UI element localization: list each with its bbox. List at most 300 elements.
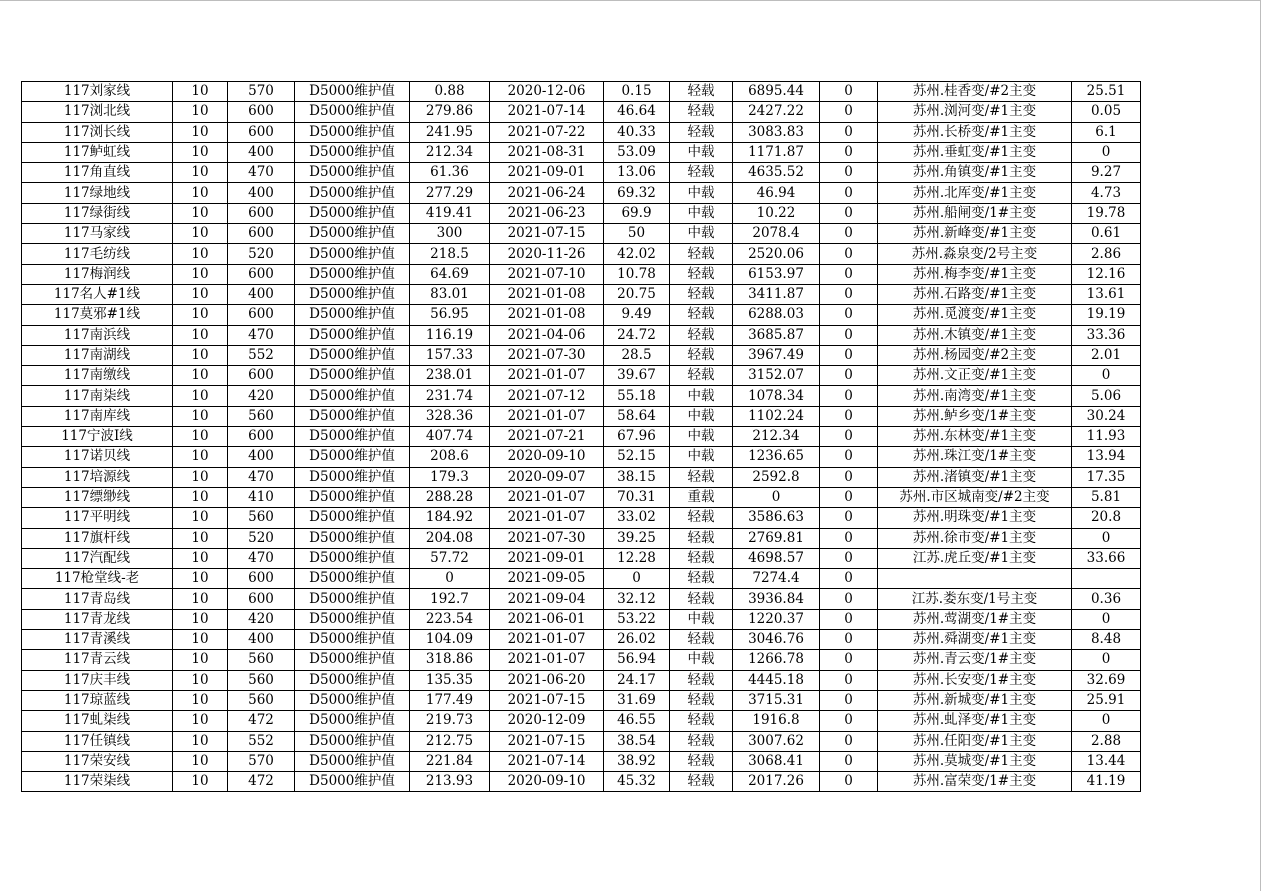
rated-current-cell[interactable]: 470: [228, 548, 295, 568]
ratio-cell[interactable]: 13.94: [1072, 447, 1141, 467]
ratio-cell[interactable]: 13.61: [1072, 284, 1141, 304]
current-value-cell[interactable]: 208.6: [410, 447, 490, 467]
rated-current-cell[interactable]: 600: [228, 122, 295, 142]
substation-transformer-cell[interactable]: 苏州.青云变/1#主变: [878, 650, 1072, 670]
source-cell[interactable]: D5000维护值: [295, 711, 410, 731]
source-cell[interactable]: D5000维护值: [295, 183, 410, 203]
date-cell[interactable]: 2021-07-15: [490, 224, 604, 244]
ratio-cell[interactable]: 0: [1072, 711, 1141, 731]
count-cell[interactable]: 0: [820, 244, 878, 264]
line-name-cell[interactable]: 117南浜线: [22, 325, 173, 345]
load-rate-cell[interactable]: 32.12: [604, 589, 670, 609]
count-cell[interactable]: 0: [820, 142, 878, 162]
line-name-cell[interactable]: 117南柒线: [22, 386, 173, 406]
ratio-cell[interactable]: 13.44: [1072, 751, 1141, 771]
capacity-cell[interactable]: 2592.8: [733, 467, 820, 487]
load-status-cell[interactable]: 中载: [670, 183, 733, 203]
voltage-cell[interactable]: 10: [173, 548, 228, 568]
capacity-cell[interactable]: 2078.4: [733, 224, 820, 244]
count-cell[interactable]: 0: [820, 183, 878, 203]
capacity-cell[interactable]: 3411.87: [733, 284, 820, 304]
current-value-cell[interactable]: 0: [410, 569, 490, 589]
capacity-cell[interactable]: 3715.31: [733, 690, 820, 710]
load-status-cell[interactable]: 轻载: [670, 508, 733, 528]
substation-transformer-cell[interactable]: 苏州.明珠变/#1主变: [878, 508, 1072, 528]
count-cell[interactable]: 0: [820, 508, 878, 528]
rated-current-cell[interactable]: 420: [228, 609, 295, 629]
count-cell[interactable]: 0: [820, 345, 878, 365]
load-rate-cell[interactable]: 38.92: [604, 751, 670, 771]
rated-current-cell[interactable]: 410: [228, 487, 295, 507]
capacity-cell[interactable]: 2427.22: [733, 102, 820, 122]
capacity-cell[interactable]: 4445.18: [733, 670, 820, 690]
rated-current-cell[interactable]: 560: [228, 508, 295, 528]
current-value-cell[interactable]: 407.74: [410, 427, 490, 447]
load-status-cell[interactable]: 轻载: [670, 589, 733, 609]
current-value-cell[interactable]: 279.86: [410, 102, 490, 122]
date-cell[interactable]: 2021-06-20: [490, 670, 604, 690]
capacity-cell[interactable]: 3046.76: [733, 630, 820, 650]
substation-transformer-cell[interactable]: 苏州.木镇变/#1主变: [878, 325, 1072, 345]
date-cell[interactable]: 2021-01-07: [490, 487, 604, 507]
ratio-cell[interactable]: 2.86: [1072, 244, 1141, 264]
count-cell[interactable]: 0: [820, 224, 878, 244]
current-value-cell[interactable]: 300: [410, 224, 490, 244]
date-cell[interactable]: 2021-07-10: [490, 264, 604, 284]
date-cell[interactable]: 2021-01-07: [490, 508, 604, 528]
voltage-cell[interactable]: 10: [173, 142, 228, 162]
load-rate-cell[interactable]: 46.55: [604, 711, 670, 731]
capacity-cell[interactable]: 3586.63: [733, 508, 820, 528]
ratio-cell[interactable]: 8.48: [1072, 630, 1141, 650]
capacity-cell[interactable]: 6288.03: [733, 305, 820, 325]
voltage-cell[interactable]: 10: [173, 244, 228, 264]
date-cell[interactable]: 2021-09-05: [490, 569, 604, 589]
source-cell[interactable]: D5000维护值: [295, 305, 410, 325]
load-status-cell[interactable]: 轻载: [670, 366, 733, 386]
capacity-cell[interactable]: 3936.84: [733, 589, 820, 609]
line-name-cell[interactable]: 117琼蓝线: [22, 690, 173, 710]
count-cell[interactable]: 0: [820, 690, 878, 710]
date-cell[interactable]: 2021-07-14: [490, 102, 604, 122]
substation-transformer-cell[interactable]: 苏州.桂香变/#2主变: [878, 82, 1072, 102]
ratio-cell[interactable]: 0.61: [1072, 224, 1141, 244]
date-cell[interactable]: 2021-04-06: [490, 325, 604, 345]
date-cell[interactable]: 2021-07-21: [490, 427, 604, 447]
rated-current-cell[interactable]: 560: [228, 650, 295, 670]
voltage-cell[interactable]: 10: [173, 345, 228, 365]
current-value-cell[interactable]: 204.08: [410, 528, 490, 548]
current-value-cell[interactable]: 288.28: [410, 487, 490, 507]
voltage-cell[interactable]: 10: [173, 427, 228, 447]
ratio-cell[interactable]: 0: [1072, 366, 1141, 386]
date-cell[interactable]: 2021-07-15: [490, 690, 604, 710]
voltage-cell[interactable]: 10: [173, 447, 228, 467]
source-cell[interactable]: D5000维护值: [295, 264, 410, 284]
load-status-cell[interactable]: 轻载: [670, 751, 733, 771]
current-value-cell[interactable]: 104.09: [410, 630, 490, 650]
current-value-cell[interactable]: 57.72: [410, 548, 490, 568]
date-cell[interactable]: 2021-09-01: [490, 163, 604, 183]
load-status-cell[interactable]: 轻载: [670, 325, 733, 345]
substation-transformer-cell[interactable]: 苏州.杨园变/#2主变: [878, 345, 1072, 365]
date-cell[interactable]: 2021-06-01: [490, 609, 604, 629]
load-rate-cell[interactable]: 58.64: [604, 406, 670, 426]
load-status-cell[interactable]: 轻载: [670, 670, 733, 690]
current-value-cell[interactable]: 61.36: [410, 163, 490, 183]
voltage-cell[interactable]: 10: [173, 772, 228, 792]
voltage-cell[interactable]: 10: [173, 487, 228, 507]
load-rate-cell[interactable]: 0.15: [604, 82, 670, 102]
current-value-cell[interactable]: 64.69: [410, 264, 490, 284]
ratio-cell[interactable]: 11.93: [1072, 427, 1141, 447]
date-cell[interactable]: 2020-09-10: [490, 447, 604, 467]
line-name-cell[interactable]: 117青龙线: [22, 609, 173, 629]
capacity-cell[interactable]: 212.34: [733, 427, 820, 447]
load-status-cell[interactable]: 轻载: [670, 264, 733, 284]
load-rate-cell[interactable]: 12.28: [604, 548, 670, 568]
source-cell[interactable]: D5000维护值: [295, 751, 410, 771]
substation-transformer-cell[interactable]: 苏州.任阳变/#1主变: [878, 731, 1072, 751]
load-status-cell[interactable]: 中载: [670, 386, 733, 406]
line-name-cell[interactable]: 117宁波I线: [22, 427, 173, 447]
line-name-cell[interactable]: 117缥缈线: [22, 487, 173, 507]
capacity-cell[interactable]: 7274.4: [733, 569, 820, 589]
load-status-cell[interactable]: 轻载: [670, 122, 733, 142]
substation-transformer-cell[interactable]: 苏州.觅渡变/#1主变: [878, 305, 1072, 325]
current-value-cell[interactable]: 223.54: [410, 609, 490, 629]
load-status-cell[interactable]: 轻载: [670, 102, 733, 122]
rated-current-cell[interactable]: 472: [228, 772, 295, 792]
source-cell[interactable]: D5000维护值: [295, 467, 410, 487]
capacity-cell[interactable]: 1102.24: [733, 406, 820, 426]
source-cell[interactable]: D5000维护值: [295, 163, 410, 183]
capacity-cell[interactable]: 2017.26: [733, 772, 820, 792]
source-cell[interactable]: D5000维护值: [295, 345, 410, 365]
count-cell[interactable]: 0: [820, 487, 878, 507]
date-cell[interactable]: 2021-07-30: [490, 528, 604, 548]
rated-current-cell[interactable]: 600: [228, 102, 295, 122]
rated-current-cell[interactable]: 472: [228, 711, 295, 731]
rated-current-cell[interactable]: 600: [228, 427, 295, 447]
capacity-cell[interactable]: 0: [733, 487, 820, 507]
count-cell[interactable]: 0: [820, 427, 878, 447]
load-status-cell[interactable]: 轻载: [670, 345, 733, 365]
rated-current-cell[interactable]: 400: [228, 630, 295, 650]
source-cell[interactable]: D5000维护值: [295, 224, 410, 244]
rated-current-cell[interactable]: 470: [228, 325, 295, 345]
rated-current-cell[interactable]: 570: [228, 751, 295, 771]
voltage-cell[interactable]: 10: [173, 711, 228, 731]
load-status-cell[interactable]: 轻载: [670, 163, 733, 183]
substation-transformer-cell[interactable]: 苏州.东林变/#1主变: [878, 427, 1072, 447]
count-cell[interactable]: 0: [820, 528, 878, 548]
current-value-cell[interactable]: 177.49: [410, 690, 490, 710]
load-status-cell[interactable]: 轻载: [670, 467, 733, 487]
ratio-cell[interactable]: 0.05: [1072, 102, 1141, 122]
line-name-cell[interactable]: 117浏长线: [22, 122, 173, 142]
date-cell[interactable]: 2021-01-07: [490, 406, 604, 426]
count-cell[interactable]: 0: [820, 772, 878, 792]
count-cell[interactable]: 0: [820, 467, 878, 487]
line-name-cell[interactable]: 117南库线: [22, 406, 173, 426]
date-cell[interactable]: 2021-07-12: [490, 386, 604, 406]
current-value-cell[interactable]: 184.92: [410, 508, 490, 528]
load-rate-cell[interactable]: 31.69: [604, 690, 670, 710]
source-cell[interactable]: D5000维护值: [295, 244, 410, 264]
line-name-cell[interactable]: 117名人#1线: [22, 284, 173, 304]
date-cell[interactable]: 2021-01-08: [490, 284, 604, 304]
source-cell[interactable]: D5000维护值: [295, 548, 410, 568]
voltage-cell[interactable]: 10: [173, 122, 228, 142]
line-name-cell[interactable]: 117虬柒线: [22, 711, 173, 731]
line-name-cell[interactable]: 117荣柒线: [22, 772, 173, 792]
substation-transformer-cell[interactable]: 苏州.梅李变/#1主变: [878, 264, 1072, 284]
substation-transformer-cell[interactable]: 苏州.淼泉变/2号主变: [878, 244, 1072, 264]
source-cell[interactable]: D5000维护值: [295, 447, 410, 467]
substation-transformer-cell[interactable]: 苏州.浏河变/#1主变: [878, 102, 1072, 122]
load-rate-cell[interactable]: 9.49: [604, 305, 670, 325]
capacity-cell[interactable]: 6153.97: [733, 264, 820, 284]
voltage-cell[interactable]: 10: [173, 82, 228, 102]
line-name-cell[interactable]: 117马家线: [22, 224, 173, 244]
voltage-cell[interactable]: 10: [173, 284, 228, 304]
substation-transformer-cell[interactable]: 苏州.石路变/#1主变: [878, 284, 1072, 304]
source-cell[interactable]: D5000维护值: [295, 427, 410, 447]
voltage-cell[interactable]: 10: [173, 224, 228, 244]
capacity-cell[interactable]: 10.22: [733, 203, 820, 223]
load-rate-cell[interactable]: 24.17: [604, 670, 670, 690]
date-cell[interactable]: 2021-07-15: [490, 731, 604, 751]
date-cell[interactable]: 2021-09-01: [490, 548, 604, 568]
line-name-cell[interactable]: 117角直线: [22, 163, 173, 183]
source-cell[interactable]: D5000维护值: [295, 142, 410, 162]
voltage-cell[interactable]: 10: [173, 102, 228, 122]
load-rate-cell[interactable]: 10.78: [604, 264, 670, 284]
substation-transformer-cell[interactable]: 苏州.长桥变/#1主变: [878, 122, 1072, 142]
capacity-cell[interactable]: 3007.62: [733, 731, 820, 751]
line-name-cell[interactable]: 117青云线: [22, 650, 173, 670]
substation-transformer-cell[interactable]: 苏州.莺湖变/1#主变: [878, 609, 1072, 629]
count-cell[interactable]: 0: [820, 203, 878, 223]
rated-current-cell[interactable]: 600: [228, 569, 295, 589]
substation-transformer-cell[interactable]: 苏州.北厍变/#1主变: [878, 183, 1072, 203]
substation-transformer-cell[interactable]: 苏州.珠江变/1#主变: [878, 447, 1072, 467]
capacity-cell[interactable]: 3068.41: [733, 751, 820, 771]
voltage-cell[interactable]: 10: [173, 366, 228, 386]
ratio-cell[interactable]: 30.24: [1072, 406, 1141, 426]
rated-current-cell[interactable]: 400: [228, 142, 295, 162]
source-cell[interactable]: D5000维护值: [295, 386, 410, 406]
date-cell[interactable]: 2021-01-07: [490, 630, 604, 650]
current-value-cell[interactable]: 231.74: [410, 386, 490, 406]
substation-transformer-cell[interactable]: 苏州.文正变/#1主变: [878, 366, 1072, 386]
load-status-cell[interactable]: 中载: [670, 224, 733, 244]
line-name-cell[interactable]: 117绿街线: [22, 203, 173, 223]
capacity-cell[interactable]: 3685.87: [733, 325, 820, 345]
rated-current-cell[interactable]: 600: [228, 589, 295, 609]
load-rate-cell[interactable]: 40.33: [604, 122, 670, 142]
ratio-cell[interactable]: 0: [1072, 142, 1141, 162]
ratio-cell[interactable]: 19.78: [1072, 203, 1141, 223]
date-cell[interactable]: 2021-09-04: [490, 589, 604, 609]
current-value-cell[interactable]: 83.01: [410, 284, 490, 304]
capacity-cell[interactable]: 1220.37: [733, 609, 820, 629]
count-cell[interactable]: 0: [820, 102, 878, 122]
source-cell[interactable]: D5000维护值: [295, 284, 410, 304]
line-name-cell[interactable]: 117绿地线: [22, 183, 173, 203]
load-status-cell[interactable]: 轻载: [670, 630, 733, 650]
source-cell[interactable]: D5000维护值: [295, 690, 410, 710]
substation-transformer-cell[interactable]: 苏州.徐市变/#1主变: [878, 528, 1072, 548]
voltage-cell[interactable]: 10: [173, 650, 228, 670]
load-rate-cell[interactable]: 38.54: [604, 731, 670, 751]
load-rate-cell[interactable]: 39.67: [604, 366, 670, 386]
date-cell[interactable]: 2021-06-24: [490, 183, 604, 203]
rated-current-cell[interactable]: 520: [228, 528, 295, 548]
load-status-cell[interactable]: 重载: [670, 487, 733, 507]
voltage-cell[interactable]: 10: [173, 569, 228, 589]
load-rate-cell[interactable]: 20.75: [604, 284, 670, 304]
substation-transformer-cell[interactable]: 苏州.新峰变/#1主变: [878, 224, 1072, 244]
load-rate-cell[interactable]: 28.5: [604, 345, 670, 365]
count-cell[interactable]: 0: [820, 751, 878, 771]
load-status-cell[interactable]: 轻载: [670, 711, 733, 731]
current-value-cell[interactable]: 277.29: [410, 183, 490, 203]
load-rate-cell[interactable]: 0: [604, 569, 670, 589]
source-cell[interactable]: D5000维护值: [295, 528, 410, 548]
date-cell[interactable]: 2021-01-07: [490, 650, 604, 670]
ratio-cell[interactable]: 5.06: [1072, 386, 1141, 406]
load-rate-cell[interactable]: 55.18: [604, 386, 670, 406]
source-cell[interactable]: D5000维护值: [295, 325, 410, 345]
current-value-cell[interactable]: 116.19: [410, 325, 490, 345]
line-name-cell[interactable]: 117枪堂线-老: [22, 569, 173, 589]
line-name-cell[interactable]: 117任镇线: [22, 731, 173, 751]
count-cell[interactable]: 0: [820, 650, 878, 670]
load-status-cell[interactable]: 中载: [670, 406, 733, 426]
load-rate-cell[interactable]: 53.09: [604, 142, 670, 162]
voltage-cell[interactable]: 10: [173, 508, 228, 528]
load-status-cell[interactable]: 轻载: [670, 731, 733, 751]
rated-current-cell[interactable]: 420: [228, 386, 295, 406]
load-status-cell[interactable]: 轻载: [670, 548, 733, 568]
load-status-cell[interactable]: 轻载: [670, 305, 733, 325]
substation-transformer-cell[interactable]: [878, 569, 1072, 589]
date-cell[interactable]: 2020-12-06: [490, 82, 604, 102]
line-name-cell[interactable]: 117庆丰线: [22, 670, 173, 690]
ratio-cell[interactable]: 20.8: [1072, 508, 1141, 528]
capacity-cell[interactable]: 3083.83: [733, 122, 820, 142]
voltage-cell[interactable]: 10: [173, 325, 228, 345]
ratio-cell[interactable]: 19.19: [1072, 305, 1141, 325]
voltage-cell[interactable]: 10: [173, 163, 228, 183]
count-cell[interactable]: 0: [820, 548, 878, 568]
load-status-cell[interactable]: 中载: [670, 609, 733, 629]
rated-current-cell[interactable]: 400: [228, 447, 295, 467]
voltage-cell[interactable]: 10: [173, 670, 228, 690]
load-rate-cell[interactable]: 24.72: [604, 325, 670, 345]
load-status-cell[interactable]: 中载: [670, 447, 733, 467]
substation-transformer-cell[interactable]: 苏州.市区城南变/#2主变: [878, 487, 1072, 507]
voltage-cell[interactable]: 10: [173, 183, 228, 203]
rated-current-cell[interactable]: 552: [228, 731, 295, 751]
count-cell[interactable]: 0: [820, 386, 878, 406]
capacity-cell[interactable]: 1916.8: [733, 711, 820, 731]
voltage-cell[interactable]: 10: [173, 751, 228, 771]
count-cell[interactable]: 0: [820, 731, 878, 751]
current-value-cell[interactable]: 213.93: [410, 772, 490, 792]
date-cell[interactable]: 2020-11-26: [490, 244, 604, 264]
voltage-cell[interactable]: 10: [173, 203, 228, 223]
line-name-cell[interactable]: 117南湖线: [22, 345, 173, 365]
load-rate-cell[interactable]: 45.32: [604, 772, 670, 792]
rated-current-cell[interactable]: 600: [228, 224, 295, 244]
current-value-cell[interactable]: 241.95: [410, 122, 490, 142]
line-name-cell[interactable]: 117汽配线: [22, 548, 173, 568]
source-cell[interactable]: D5000维护值: [295, 772, 410, 792]
capacity-cell[interactable]: 4635.52: [733, 163, 820, 183]
line-name-cell[interactable]: 117旗杆线: [22, 528, 173, 548]
date-cell[interactable]: 2021-07-30: [490, 345, 604, 365]
substation-transformer-cell[interactable]: 江苏.虎丘变/#1主变: [878, 548, 1072, 568]
source-cell[interactable]: D5000维护值: [295, 569, 410, 589]
count-cell[interactable]: 0: [820, 630, 878, 650]
ratio-cell[interactable]: [1072, 569, 1141, 589]
date-cell[interactable]: 2021-07-14: [490, 751, 604, 771]
source-cell[interactable]: D5000维护值: [295, 102, 410, 122]
load-status-cell[interactable]: 中载: [670, 650, 733, 670]
source-cell[interactable]: D5000维护值: [295, 366, 410, 386]
substation-transformer-cell[interactable]: 苏州.富荣变/1#主变: [878, 772, 1072, 792]
source-cell[interactable]: D5000维护值: [295, 508, 410, 528]
current-value-cell[interactable]: 419.41: [410, 203, 490, 223]
current-value-cell[interactable]: 212.75: [410, 731, 490, 751]
substation-transformer-cell[interactable]: 苏州.南湾变/#1主变: [878, 386, 1072, 406]
count-cell[interactable]: 0: [820, 447, 878, 467]
date-cell[interactable]: 2021-01-07: [490, 366, 604, 386]
line-name-cell[interactable]: 117平明线: [22, 508, 173, 528]
ratio-cell[interactable]: 2.01: [1072, 345, 1141, 365]
load-rate-cell[interactable]: 38.15: [604, 467, 670, 487]
rated-current-cell[interactable]: 570: [228, 82, 295, 102]
voltage-cell[interactable]: 10: [173, 609, 228, 629]
source-cell[interactable]: D5000维护值: [295, 609, 410, 629]
ratio-cell[interactable]: 17.35: [1072, 467, 1141, 487]
voltage-cell[interactable]: 10: [173, 264, 228, 284]
date-cell[interactable]: 2021-07-22: [490, 122, 604, 142]
ratio-cell[interactable]: 12.16: [1072, 264, 1141, 284]
rated-current-cell[interactable]: 520: [228, 244, 295, 264]
rated-current-cell[interactable]: 600: [228, 366, 295, 386]
load-status-cell[interactable]: 轻载: [670, 690, 733, 710]
rated-current-cell[interactable]: 560: [228, 406, 295, 426]
count-cell[interactable]: 0: [820, 264, 878, 284]
load-rate-cell[interactable]: 67.96: [604, 427, 670, 447]
date-cell[interactable]: 2021-06-23: [490, 203, 604, 223]
substation-transformer-cell[interactable]: 江苏.娄东变/1号主变: [878, 589, 1072, 609]
count-cell[interactable]: 0: [820, 82, 878, 102]
ratio-cell[interactable]: 0.36: [1072, 589, 1141, 609]
voltage-cell[interactable]: 10: [173, 467, 228, 487]
load-status-cell[interactable]: 轻载: [670, 528, 733, 548]
source-cell[interactable]: D5000维护值: [295, 731, 410, 751]
load-rate-cell[interactable]: 26.02: [604, 630, 670, 650]
load-rate-cell[interactable]: 56.94: [604, 650, 670, 670]
rated-current-cell[interactable]: 470: [228, 467, 295, 487]
rated-current-cell[interactable]: 470: [228, 163, 295, 183]
load-rate-cell[interactable]: 13.06: [604, 163, 670, 183]
